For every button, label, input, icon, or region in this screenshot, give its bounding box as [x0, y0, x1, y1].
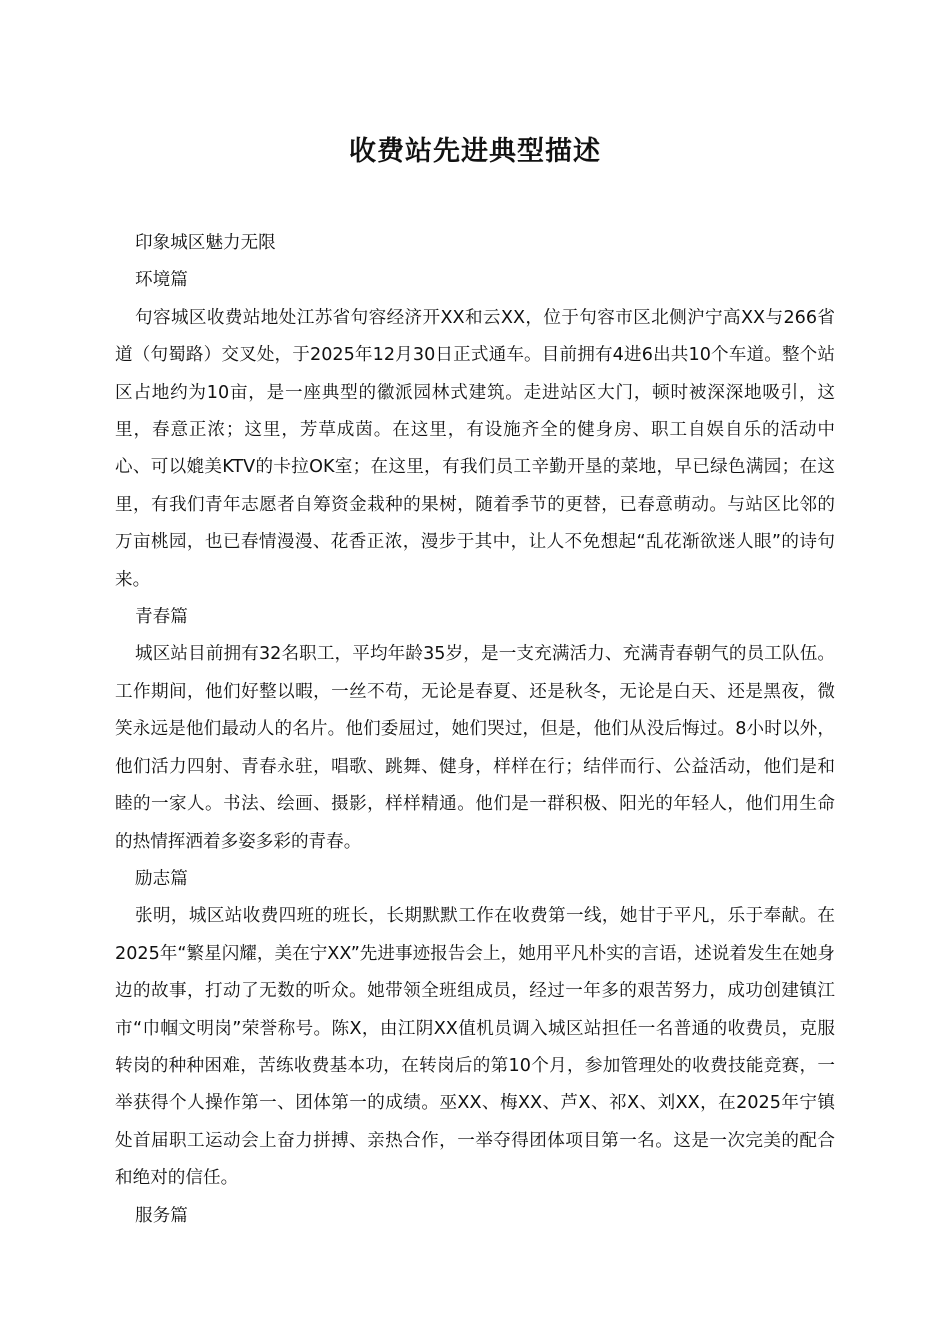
section-paragraph-environment: 句容城区收费站地处江苏省句容经济开XX和云XX，位于句容市区北侧沪宁高XX与266省道（句蜀路）交叉处，于2025年12月30日正式通车。目前拥有4进6出共10个车道。整个站区占地约为10亩，是一座典型的徽派园林式建筑。走进站区大门，顿时被深深地吸引，这里，春意正浓；这里，芳草成茵。在这里，有设施齐全的健身房、职工自娱自乐的活动中心、可以媲美KTV的卡拉OK室；在这里，有我们员工辛勤开垦的菜地，早已绿色满园；在这里，有我们青年志愿者自筹资金栽种的果树，随着季节的更替，已春意萌动。与站区比邻的万亩桃园，也已春情漫漫、花香正浓，漫步于其中，让人不免想起“乱花渐欲迷人眼”的诗句来。: [115, 307, 835, 590]
document-subtitle: 印象城区魅力无限: [135, 233, 276, 253]
section-heading-service: 服务篇: [135, 1205, 188, 1226]
document-title: 收费站先进典型描述: [349, 136, 601, 167]
section-paragraph-youth: 城区站目前拥有32名职工，平均年龄35岁，是一支充满活力、充满青春朝气的员工队伍。工作期间，他们好整以暇，一丝不苟，无论是春夏、还是秋冬，无论是白天、还是黑夜，微笑永远是他们最动人的名片。他们委屈过，她们哭过，但是，他们从没后悔过。8小时以外，他们活力四射、青春永驻，唱歌、跳舞、健身，样样在行；结伴而行、公益活动，他们是和睦的一家人。书法、绘画、摄影，样样精通。他们是一群积极、阳光的年轻人，他们用生命的热情挥洒着多姿多彩的青春。: [115, 644, 835, 852]
section-heading-youth: 青春篇: [135, 607, 188, 628]
section-paragraph-inspiration: 张明，城区站收费四班的班长，长期默默工作在收费第一线，她甘于平凡，乐于奉献。在2025年“繁星闪耀，美在宁XX”先进事迹报告会上，她用平凡朴实的言语，述说着发生在她身边的故事，打动了无数的听众。她带领全班组成员，经过一年多的艰苦努力，成功创建镇江市“巾帼文明岗”荣誉称号。陈X，由江阴XX值机员调入城区站担任一名普通的收费员，克服转岗的种种困难，苦练收费基本功，在转岗后的第10个月，参加管理处的收费技能竞赛，一举获得个人操作第一、团体第一的成绩。巫XX、梅XX、芦X、祁X、刘XX，在2025年宁镇处首届职工运动会上奋力拼搏、亲热合作，一举夺得团体项目第一名。这是一次完美的配合和绝对的信任。: [115, 906, 835, 1189]
section-heading-environment: 环境篇: [135, 270, 188, 291]
section-heading-inspiration: 励志篇: [135, 868, 188, 889]
document-body: [115, 225, 835, 1235]
